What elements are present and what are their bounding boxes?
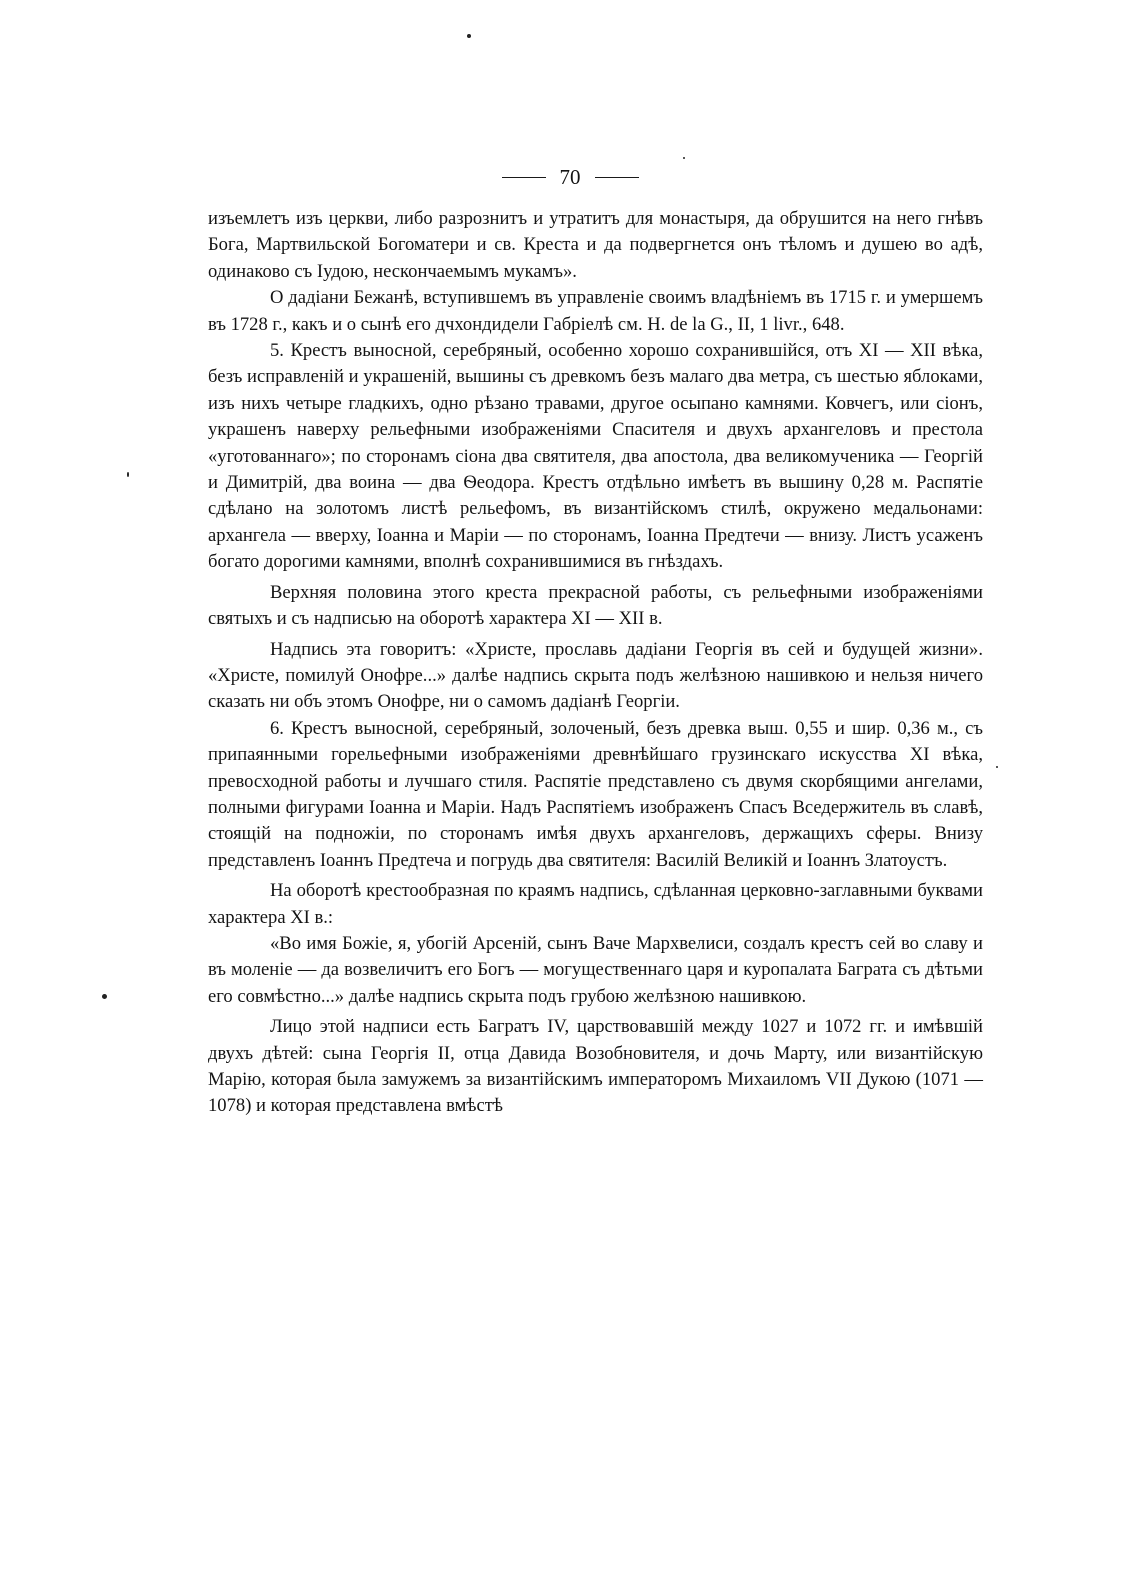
paragraph: изъемлетъ изъ церкви, либо разрознитъ и утратитъ для монастыря, да обрушится на него гнѣвъ Бога, Мартвильской Богоматери и св. Креста и да подвергнется онъ тѣломъ и душею во адѣ, одинаково съ Іудою, нескончаемымъ мукамъ». <box>208 208 983 282</box>
scan-speck <box>127 472 129 477</box>
scan-speck <box>467 34 471 38</box>
scan-speck <box>102 994 107 999</box>
page-header <box>0 164 1140 190</box>
body-text <box>208 206 983 1120</box>
paragraph: 6. Крестъ выносной, серебряный, золоченый, безъ древка выш. 0,55 и шир. 0,36 м., съ припаянными горельефными изображеніями древнѣйшаго грузинскаго искусства XI вѣка, превосходной работы и лучшаго стиля. Распятіе представлено съ двумя скорбящими ангелами, полными фигурами Іоанна и Маріи. Надъ Распятіемъ изображенъ Спасъ Вседержитель въ славѣ, стоящій на подножіи, по сторонамъ имѣя двухъ архангеловъ, держащихъ сферы. Внизу представленъ Іоаннъ Предтеча и погрудь два святителя: Василій Великій и Іоаннъ Златоустъ. <box>208 717 983 871</box>
paragraph: Лицо этой надписи есть Багратъ IV, царствовавшій между 1027 и 1072 гг. и имѣвшій двухъ дѣтей: сына Георгія II, отца Давида Возобновителя, и дочь Марту, или византійскую Марію, которая была замужемъ за византійскимъ императоромъ Михаиломъ VII Дукою (1071 — 1078) и которая представлена вмѣстѣ <box>208 1016 983 1117</box>
paragraph: 5. Крестъ выносной, серебряный, особенно хорошо сохранившійся, отъ XI — XII вѣка, безъ исправленій и украшеній, вышины съ древкомъ безъ малаго два метра, съ шестью яблоками, изъ нихъ четыре гладкихъ, одно рѣзано травами, другое осыпано камнями. Ковчегъ, или сіонъ, украшенъ наверху рельефными изображеніями Спасителя и двухъ архангеловъ и престола «уготованнаго»; по сторонамъ сіона два святителя, два апостола, два великомученика — Георгій и Димитрій, два воина — два Ѳеодора. Крестъ отдѣльно имѣетъ въ вышину 0,28 м. Распятіе сдѣлано на золотомъ листѣ рельефомъ, въ византійскомъ стилѣ, окружено медальонами: архангела — вверху, Іоанна и Маріи — по сторонамъ, Іоанна Предтечи — внизу. Листъ усаженъ богато дорогими камнями, вполнѣ сохранившимися въ гнѣздахъ. <box>208 340 983 573</box>
paragraph: Верхняя половина этого креста прекрасной работы, съ рельефными изображеніями святыхъ и съ надписью на оборотѣ характера XI — XII в. <box>208 581 983 630</box>
header-rule-left <box>502 177 546 178</box>
page-number: 70 <box>559 165 581 189</box>
scan-speck <box>683 157 685 159</box>
scan-speck <box>996 766 998 768</box>
paragraph: О дадіани Бежанѣ, вступившемъ въ управленіе своимъ владѣніемъ въ 1715 г. и умершемъ въ 1728 г., какъ и о сынѣ его дчхондидели Габріелѣ см. H. de la G., II, 1 livr., 648. <box>208 287 983 335</box>
paragraph: Надпись эта говоритъ: «Христе, прославь дадіани Георгія въ сей и будущей жизни». «Христе, помилуй Онофре...» далѣе надпись скрыта подъ желѣзною нашивкою и нельзя ничего сказать ни объ этомъ Онофре, ни о самомъ дадіанѣ Георгіи. <box>208 638 983 713</box>
paragraph: На оборотѣ крестообразная по краямъ надпись, сдѣланная церковно-заглавными буквами характера XI в.: <box>208 880 983 928</box>
paragraph: «Во имя Божіе, я, убогій Арсеній, сынъ Ваче Мархвелиси, создалъ крестъ сей во славу и въ моленіе — да возвеличитъ его Богъ — могущественнаго царя и куропалата Баграта съ дѣтьми его совмѣстно...» далѣе надпись скрыта подъ грубою желѣзною нашивкою. <box>208 932 983 1007</box>
header-rule-right <box>595 177 639 178</box>
